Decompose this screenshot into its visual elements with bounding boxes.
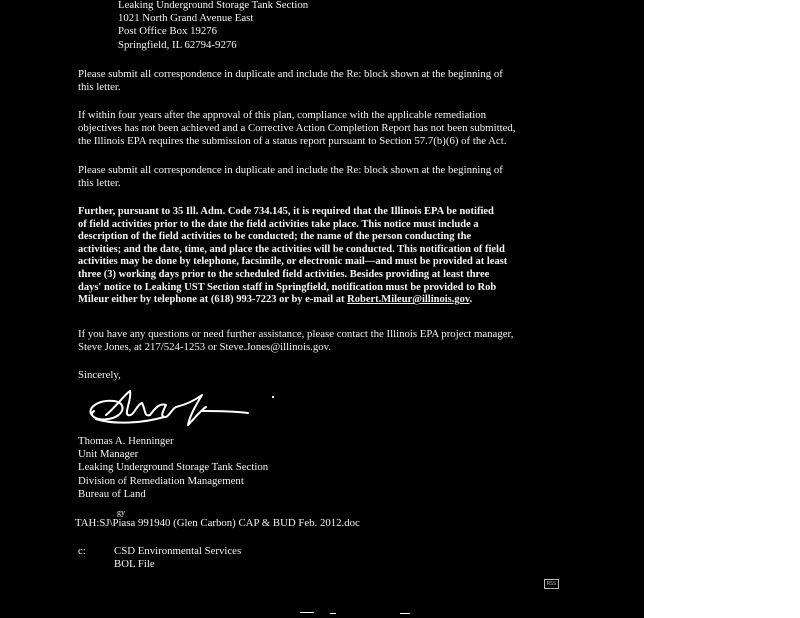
paragraph-line: this letter. [78,81,121,94]
paragraph-line: objectives has not been achieved and a Corrective Action Completion Report has not been submitted, [78,122,516,135]
paragraph-line: the Illinois EPA requires the submission of a status report pursuant to Section 57.7(b)(6) of the Act. [78,135,507,148]
paragraph-line: activities; and the date, time, and place the activities will be conducted. This notification of field [78,243,505,255]
paragraph-line: Please submit all correspondence in duplicate and include the Re: block shown at the beginning of [78,164,503,176]
paragraph-line: this letter. [78,177,121,190]
cc-recipient: BOL File [114,558,155,571]
closing: Sincerely, [78,369,121,381]
addressee-block [118,0,308,52]
paragraph-correspondence-1 [78,68,578,94]
cc-recipients [114,545,241,571]
address-line: Leaking Underground Storage Tank Section [118,0,309,11]
paragraph-line: Steve Jones, at 217/524-1253 or Steve.Jones@illinois.gov. [78,341,332,354]
paragraph-line: three (3) working days prior to the scheduled field activities. Besides providing at least three [78,268,490,280]
scan-speck [300,612,314,613]
address-line: 1021 North Grand Avenue East [118,12,254,25]
signatory-line: Leaking Underground Storage Tank Section [78,461,269,474]
cc-label: c: [78,545,86,557]
sentence-end: . [469,294,473,306]
recycle-stamp: RSS [544,579,559,589]
paragraph-status-report [78,109,578,149]
paragraph-line: days' notice to Leaking UST Section staff in Springfield, notification must be provided to Rob [78,281,497,293]
paragraph-line: activities may be done by telephone, facsimile, or electronic mail—and must be provided at least [78,256,508,268]
email-link-mileur[interactable]: Robert.Mileur@illinois.gov [347,294,470,306]
signatory-line: Unit Manager [78,448,139,461]
handwritten-initials: gy [117,508,125,517]
paragraph-contact [78,328,578,354]
signatory-block [78,435,268,501]
signatory-line: Thomas A. Henninger [78,435,174,447]
paragraph-line: If you have any questions or need further assistance, please contact the Illinois EPA project manager, [78,328,514,340]
address-line: Post Office Box 19276 [118,25,218,38]
paragraph-line: description of the field activities to be conducted; the name of the person conducting the [78,231,472,243]
file-reference: TAH:SJ\Piasa 991940 (Glen Carbon) CAP & BUD Feb. 2012.doc [75,517,360,529]
handwritten-signature [84,385,254,433]
signatory-line: Division of Remediation Management [78,474,244,487]
scan-speck [10,36,11,37]
signatory-line: Bureau of Land [78,487,146,500]
paragraph-line: Further, pursuant to 35 Ill. Adm. Code 734.145, it is required that the Illinois EPA be notified [78,206,494,217]
cc-recipient: CSD Environmental Services [114,545,242,557]
paragraph-line: of field activities prior to the date the field activities take place. This notice must include a [78,218,479,230]
scan-speck [330,613,336,614]
paragraph-field-notification [78,206,578,307]
paragraph-line: Please submit all correspondence in duplicate and include the Re: block shown at the beginning of [78,68,503,80]
scan-speck [272,396,274,398]
address-line: Springfield, IL 62794-9276 [118,38,237,51]
scan-speck [400,613,410,614]
paragraph-line: Mileur either by telephone at (618) 993-7223 or by e-mail at [78,294,348,306]
paragraph-line-with-email [78,294,578,307]
paragraph-line: If within four years after the approval of this plan, compliance with the applicable remediation [78,109,487,121]
paragraph-correspondence-2 [78,164,578,190]
